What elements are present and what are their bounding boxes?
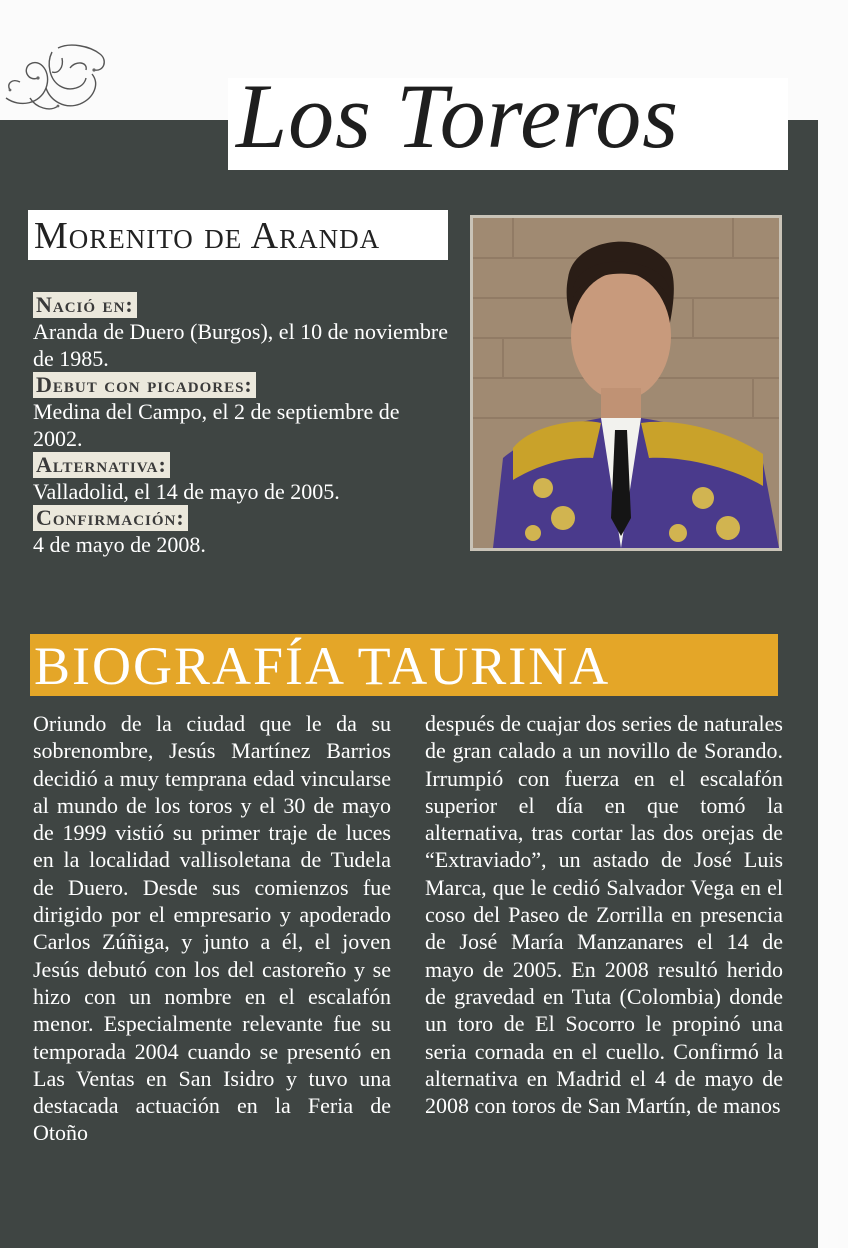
fact-label: Confirmación: xyxy=(33,505,188,531)
fact-debut xyxy=(33,372,453,452)
fact-label: Alternativa: xyxy=(33,452,170,478)
torero-portrait-photo xyxy=(473,218,779,548)
biography-column-right: después de cuajar dos series de naturales de gran calado a un novillo de Sorando. Irrumpió con fuerza en el escalafón superior el día en que tomó la alternativa, tras cortar las dos orejas de “Extraviado”, un astado de José Luis Marca, que le cedió Salvador Vega en el coso del Paseo de Zorrilla en presencia de José María Manzanares el 14 de mayo de 2005. En 2008 resultó herido de gravedad en Tuta (Colombia) donde un toro de El Socorro le propinó una seria cornada en el cuello. Confirmó la alternativa en Madrid el 4 de mayo de 2008 con toros de San Martín, de manos xyxy=(425,711,783,1119)
fact-value: 4 de mayo de 2008. xyxy=(33,532,206,557)
page-margin xyxy=(818,0,848,1248)
fact-value: Valladolid, el 14 de mayo de 2005. xyxy=(33,479,340,504)
fact-label: Debut con picadores: xyxy=(33,372,256,398)
profile-facts xyxy=(33,292,453,558)
fact-label: Nació en: xyxy=(33,292,137,318)
fact-birth xyxy=(33,292,453,372)
fact-confirmacion xyxy=(33,505,453,558)
torero-name: Morenito de Aranda xyxy=(34,215,381,257)
section-heading: BIOGRAFÍA TAURINA xyxy=(34,636,611,696)
fact-value: Medina del Campo, el 2 de septiembre de 2002. xyxy=(33,399,400,451)
portrait-frame xyxy=(470,215,782,551)
biography-column-left: Oriundo de la ciudad que le da su sobrenombre, Jesús Martínez Barrios decidió a muy temprana edad vincularse al mundo de los toros y el 30 de mayo de 1999 vistió su primer traje de luces en la localidad vallisoletana de Tudela de Duero. Desde sus comienzos fue dirigido por el empresario y apoderado Carlos Zúñiga, y junto a él, el joven Jesús debutó con los del castoreño y se hizo con un nombre en el escalafón menor. Especialmente relevante fue su temporada 2004 cuando se presentó en Las Ventas en San Isidro y tuvo una destacada actuación en la Feria de Otoño xyxy=(33,711,391,1146)
fact-alternativa xyxy=(33,452,453,505)
page-title: Los Toreros xyxy=(236,65,680,167)
fact-value: Aranda de Duero (Burgos), el 10 de noviembre de 1985. xyxy=(33,319,449,371)
flourish-ornament-icon xyxy=(0,38,112,114)
